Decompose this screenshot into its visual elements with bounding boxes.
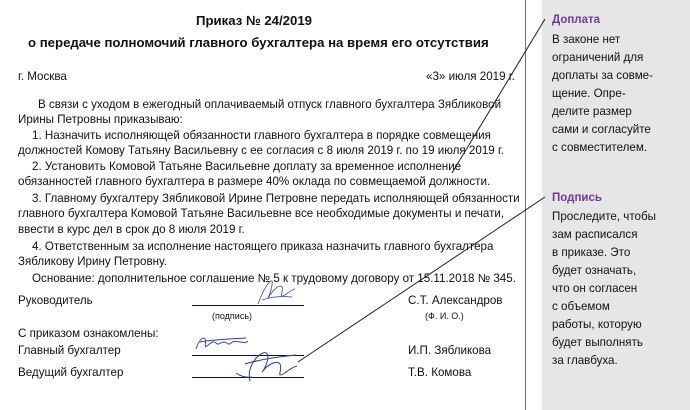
note-line: В законе нет <box>552 33 621 46</box>
body-line: ввести в курс дел в срок до 8 июля 2019 г. <box>18 223 245 236</box>
chief-name: И.П. Зябликова <box>408 344 492 357</box>
surcharge-heading: Доплата <box>552 14 601 26</box>
note-line: ограничений для <box>552 51 644 64</box>
signature-caption: (подпись) <box>212 311 253 321</box>
note-line: в приказе. Это <box>552 246 631 259</box>
note-line: будет означать, <box>552 264 637 277</box>
note-line: с объемом <box>552 300 610 313</box>
head-signature-line <box>192 305 304 306</box>
body-line: обязанностей главного бухгалтера в размере 40% оклада по совмещаемой должности. <box>18 175 491 188</box>
body-line: Ирины Петровны приказываю: <box>18 113 183 126</box>
note-line: делите размер <box>552 105 632 118</box>
lead-signature-line <box>192 377 304 378</box>
signature-heading: Подпись <box>552 192 602 204</box>
note-line: работы, которую <box>552 318 642 331</box>
name-caption: (Ф. И. О.) <box>425 311 464 321</box>
body-line: 3. Главному бухгалтеру Зябликовой Ирине Петровне передать исполняющей обязанности <box>32 192 520 205</box>
note-line: Проследите, чтобы <box>552 210 656 223</box>
order-city: г. Москва <box>18 70 67 83</box>
lead-name: Т.В. Комова <box>408 366 472 379</box>
body-line: 1. Назначить исполняющей обязанности главного бухгалтера в порядке совмещения <box>32 129 491 142</box>
note-line: за главбуха. <box>552 354 618 367</box>
body-line: главного бухгалтера Комовой Татьяне Васильевне все необходимые документы и печати, <box>18 207 505 220</box>
chief-label: Главный бухгалтер <box>18 344 121 357</box>
order-date: «3» июля 2019 г. <box>426 70 515 83</box>
body-line: 2. Установить Комовой Татьяне Васильевне доплату за временное исполнение <box>32 160 462 173</box>
body-line: Основание: дополнительное соглашение № 5 к трудовому договору от 15.11.2018 № 345. <box>32 272 516 285</box>
chief-signature-line <box>192 355 304 356</box>
note-line: доплаты за совме- <box>552 69 653 82</box>
body-line: должностей Комову Татьяну Васильевну с ее согласия с 8 июля 2019 г. по 19 июля 2019 г. <box>18 144 504 157</box>
order-title: Приказ № 24/2019 <box>196 13 312 28</box>
note-line: щение. Опре- <box>552 87 626 100</box>
head-name: С.Т. Александров <box>408 294 503 307</box>
surcharge-note <box>552 31 684 157</box>
order-subtitle: о передаче полномочий главного бухгалтера на время его отсутствия <box>28 35 489 50</box>
sidebar-notes <box>542 0 690 410</box>
note-line: что он согласен <box>552 282 638 295</box>
note-line: зам расписался <box>552 228 638 241</box>
signature-note <box>552 208 684 370</box>
lead-label: Ведущий бухгалтер <box>18 366 124 379</box>
body-line: Зябликову Ирину Петровну. <box>18 255 167 268</box>
note-line: будет выполнять <box>552 336 643 349</box>
note-line: сами и согласуйте <box>552 123 651 136</box>
acquainted-label: С приказом ознакомлены: <box>18 327 159 340</box>
head-label: Руководитель <box>18 294 93 307</box>
body-line: В связи с уходом в ежегодный оплачиваемый отпуск главного бухгалтера Зябликовой <box>38 98 502 111</box>
body-line: 4. Ответственным за исполнение настоящего приказа назначить главного бухгалтера <box>32 240 494 253</box>
note-line: с совместителем. <box>552 141 648 154</box>
